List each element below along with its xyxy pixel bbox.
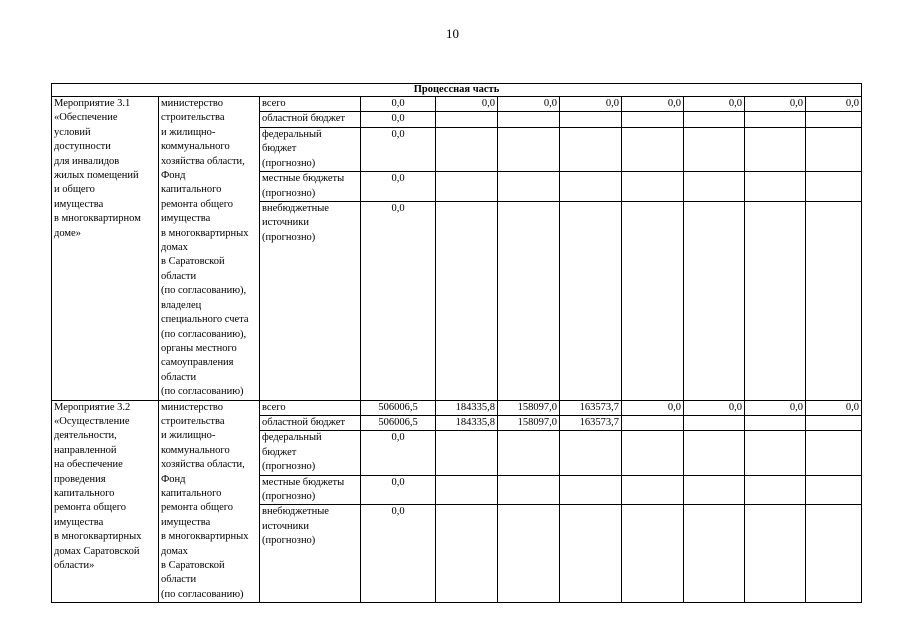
funding-source-cell	[260, 415, 361, 430]
value-cell	[498, 431, 560, 475]
text-line: самоуправления	[161, 357, 234, 369]
value-cell: 163573,7	[560, 415, 622, 430]
text-line: местные бюджеты	[262, 476, 345, 488]
value-cell	[622, 172, 684, 202]
page-number: 10	[446, 26, 459, 41]
value-cell	[560, 172, 622, 202]
text-line: доступности	[54, 141, 111, 153]
value-cell: 0,0	[361, 97, 436, 112]
text-line: источники	[262, 520, 309, 532]
budget-table	[51, 83, 862, 603]
value-cell	[684, 172, 745, 202]
text-line: на обеспечение	[54, 459, 123, 471]
text-line: области	[161, 574, 197, 586]
value-cell	[745, 202, 806, 400]
value-cell: 0,0	[622, 97, 684, 112]
value-cell	[436, 475, 498, 505]
value-cell	[806, 202, 862, 400]
event-name-cell	[52, 400, 159, 603]
text-line: (прогнозно)	[262, 535, 316, 547]
text-line: Фонд	[161, 170, 186, 182]
text-line: области»	[54, 560, 95, 571]
text-line: области	[161, 270, 197, 282]
text-line: в Саратовской	[161, 560, 225, 571]
value-cell	[684, 505, 745, 603]
text-line: ремонта общего	[161, 198, 234, 210]
text-line: местные бюджеты	[262, 173, 345, 185]
value-cell	[622, 505, 684, 603]
value-cell	[684, 475, 745, 505]
value-cell	[498, 202, 560, 400]
funding-source-cell	[260, 127, 361, 171]
text-line: условий	[54, 126, 91, 138]
text-line: министерство	[161, 98, 224, 109]
value-cell: 0,0	[684, 400, 745, 415]
event-name-cell	[52, 97, 159, 401]
value-cell	[436, 112, 498, 127]
text-line: коммунального	[161, 444, 230, 456]
value-cell	[498, 505, 560, 603]
text-line: министерство	[161, 401, 224, 413]
value-cell	[806, 475, 862, 505]
value-cell	[560, 505, 622, 603]
text-line: всего	[262, 401, 286, 413]
value-cell	[745, 127, 806, 171]
funding-source-cell	[260, 400, 361, 415]
text-line: «Обеспечение	[54, 112, 118, 124]
value-cell: 0,0	[361, 431, 436, 475]
value-cell: 0,0	[361, 127, 436, 171]
funding-source-cell	[260, 172, 361, 202]
value-cell	[498, 172, 560, 202]
value-cell	[745, 431, 806, 475]
value-cell	[436, 202, 498, 400]
text-line: домах	[161, 545, 188, 557]
value-cell	[498, 127, 560, 171]
text-line: доме»	[54, 227, 81, 239]
executor-cell	[159, 97, 260, 401]
value-cell: 0,0	[498, 97, 560, 112]
text-line: домах	[161, 242, 188, 254]
text-line: областной бюджет	[262, 416, 345, 428]
value-cell	[684, 202, 745, 400]
value-cell	[622, 431, 684, 475]
value-cell: 0,0	[684, 97, 745, 112]
text-line: имущества	[54, 516, 104, 528]
value-cell	[745, 112, 806, 127]
text-line: в многоквартирном	[54, 213, 141, 225]
text-line: органы местного	[161, 342, 237, 354]
value-cell	[622, 475, 684, 505]
text-line: (по согласованию),	[161, 285, 247, 297]
value-cell	[622, 415, 684, 430]
funding-source-cell	[260, 202, 361, 400]
value-cell: 0,0	[745, 400, 806, 415]
value-cell	[684, 415, 745, 430]
text-line: капитального	[54, 487, 115, 499]
text-line: и общего	[54, 184, 95, 196]
value-cell	[560, 431, 622, 475]
text-line: Мероприятие 3.2	[54, 401, 131, 413]
value-cell	[436, 172, 498, 202]
value-cell	[560, 475, 622, 505]
text-line: «Осуществление	[54, 415, 130, 427]
value-cell	[745, 505, 806, 603]
text-line: капитального	[161, 184, 222, 196]
text-line: федеральный	[262, 128, 322, 140]
value-cell: 506006,5	[361, 400, 436, 415]
text-line: в многоквартирных	[161, 531, 249, 543]
text-line: ремонта общего	[161, 502, 234, 514]
executor-cell	[159, 400, 260, 603]
text-line: коммунального	[161, 141, 230, 153]
value-cell	[498, 112, 560, 127]
text-line: (по согласованию)	[161, 588, 244, 600]
text-line: имущества	[54, 198, 104, 210]
text-line: специального счета	[161, 314, 249, 326]
value-cell	[806, 505, 862, 603]
value-cell	[560, 112, 622, 127]
text-line: имущества	[161, 516, 211, 528]
value-cell	[806, 112, 862, 127]
text-line: области	[161, 371, 197, 383]
table-row	[52, 400, 862, 415]
text-line: деятельности,	[54, 430, 117, 442]
text-line: (прогнозно)	[262, 157, 316, 169]
value-cell	[560, 127, 622, 171]
value-cell	[622, 112, 684, 127]
text-line: и жилищно-	[161, 430, 216, 442]
value-cell: 158097,0	[498, 415, 560, 430]
value-cell: 0,0	[361, 172, 436, 202]
value-cell	[436, 431, 498, 475]
value-cell	[806, 172, 862, 202]
value-cell	[622, 202, 684, 400]
value-cell: 0,0	[361, 505, 436, 603]
value-cell	[806, 127, 862, 171]
value-cell	[622, 127, 684, 171]
value-cell: 506006,5	[361, 415, 436, 430]
text-line: (прогнозно)	[262, 187, 316, 199]
table-row	[52, 97, 862, 112]
text-line: Фонд	[161, 473, 186, 485]
funding-source-cell	[260, 97, 361, 112]
value-cell: 0,0	[806, 97, 862, 112]
value-cell: 0,0	[622, 400, 684, 415]
value-cell: 0,0	[361, 202, 436, 400]
value-cell	[745, 475, 806, 505]
text-line: имущества	[161, 213, 211, 225]
funding-source-cell	[260, 431, 361, 475]
value-cell: 184335,8	[436, 400, 498, 415]
funding-source-cell	[260, 112, 361, 127]
value-cell	[436, 127, 498, 171]
text-line: проведения	[54, 473, 106, 485]
text-line: (по согласованию),	[161, 328, 247, 340]
section-title: Процессная часть	[52, 84, 862, 97]
text-line: внебюджетные	[262, 203, 329, 215]
value-cell: 0,0	[361, 112, 436, 127]
text-line: жилых помещений	[54, 170, 139, 182]
text-line: областной бюджет	[262, 113, 345, 125]
text-line: хозяйства области,	[161, 155, 245, 167]
value-cell	[498, 475, 560, 505]
value-cell: 0,0	[745, 97, 806, 112]
value-cell: 0,0	[361, 475, 436, 505]
value-cell	[684, 112, 745, 127]
text-line: (по согласованию)	[161, 386, 244, 398]
value-cell: 0,0	[436, 97, 498, 112]
text-line: (прогнозно)	[262, 490, 316, 502]
text-line: (прогнозно)	[262, 231, 316, 243]
value-cell: 0,0	[806, 400, 862, 415]
text-line: всего	[262, 98, 286, 109]
text-line: в многоквартирных	[161, 227, 249, 239]
text-line: в Саратовской	[161, 256, 225, 268]
value-cell	[745, 415, 806, 430]
text-line: ремонта общего	[54, 502, 127, 514]
value-cell	[806, 431, 862, 475]
text-line: владелец	[161, 299, 202, 311]
text-line: бюджет	[262, 143, 297, 155]
text-line: домах Саратовской	[54, 545, 140, 557]
value-cell	[806, 415, 862, 430]
value-cell	[745, 172, 806, 202]
value-cell: 0,0	[560, 97, 622, 112]
funding-source-cell	[260, 475, 361, 505]
text-line: для инвалидов	[54, 155, 120, 167]
funding-source-cell	[260, 505, 361, 603]
text-line: строительства	[161, 112, 225, 124]
value-cell	[560, 202, 622, 400]
text-line: внебюджетные	[262, 506, 329, 518]
text-line: источники	[262, 217, 309, 229]
text-line: бюджет	[262, 446, 297, 458]
text-line: хозяйства области,	[161, 459, 245, 471]
value-cell	[684, 431, 745, 475]
value-cell	[436, 505, 498, 603]
text-line: капитального	[161, 487, 222, 499]
text-line: в многоквартирных	[54, 531, 142, 543]
text-line: федеральный	[262, 432, 322, 444]
value-cell: 158097,0	[498, 400, 560, 415]
value-cell	[684, 127, 745, 171]
value-cell: 163573,7	[560, 400, 622, 415]
text-line: направленной	[54, 444, 117, 456]
text-line: и жилищно-	[161, 126, 216, 138]
text-line: строительства	[161, 415, 225, 427]
value-cell: 184335,8	[436, 415, 498, 430]
text-line: Мероприятие 3.1	[54, 98, 131, 109]
text-line: (прогнозно)	[262, 461, 316, 473]
